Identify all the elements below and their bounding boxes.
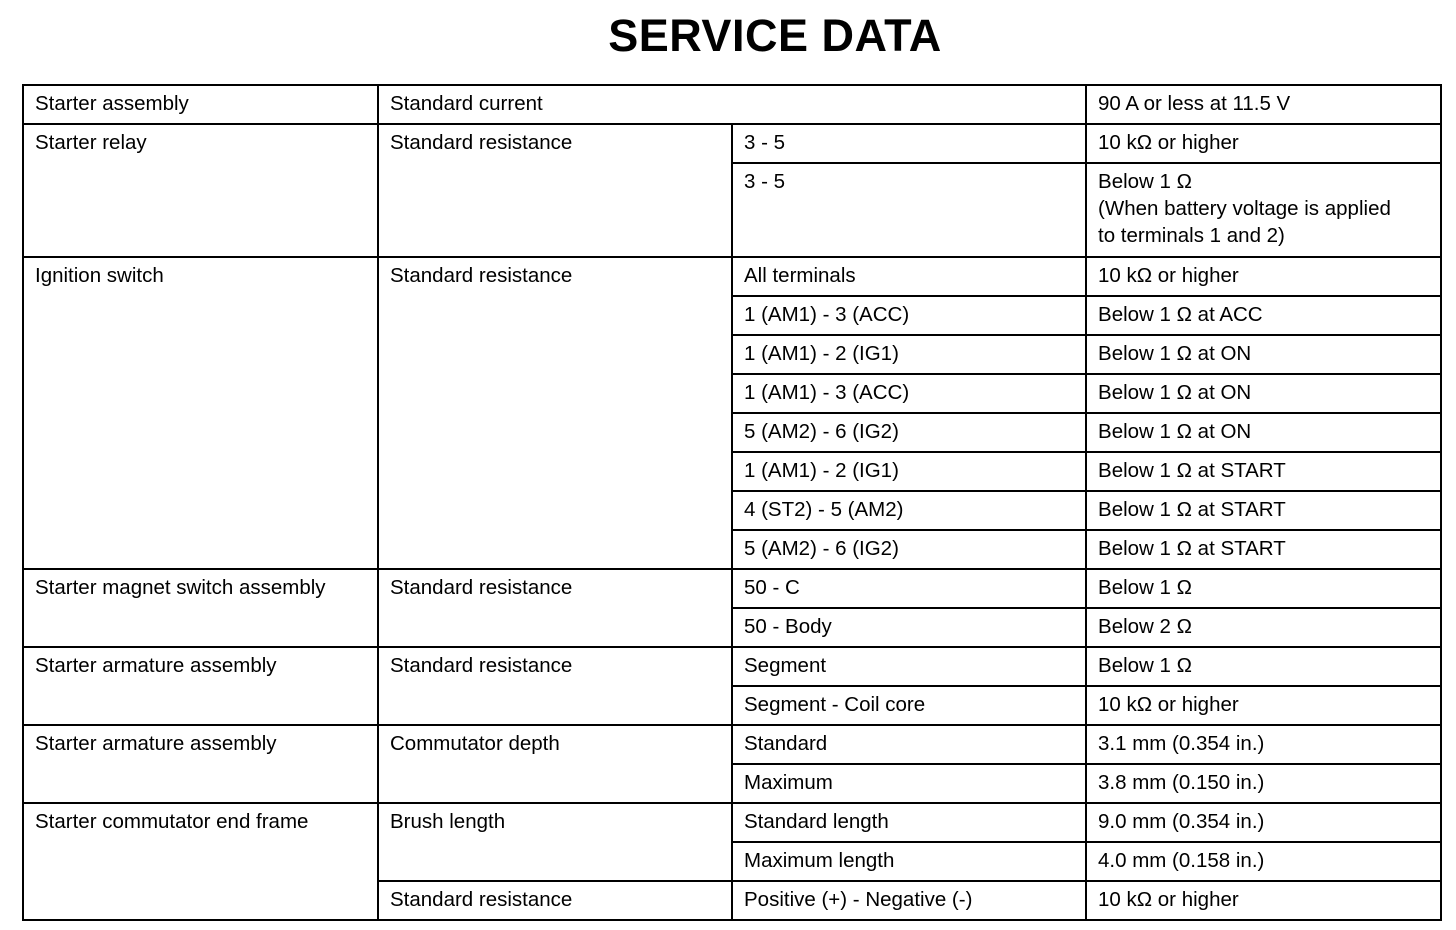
condition-cell: 1 (AM1) - 2 (IG1) <box>732 452 1086 491</box>
spec-cell: 3.1 mm (0.354 in.) <box>1086 725 1441 764</box>
component-cell: Starter magnet switch assembly <box>23 569 378 647</box>
item-cell: Brush length <box>378 803 732 881</box>
spec-cell: Below 1 Ω at ON <box>1086 374 1441 413</box>
spec-cell: 90 A or less at 11.5 V <box>1086 85 1441 124</box>
condition-cell: 1 (AM1) - 3 (ACC) <box>732 296 1086 335</box>
spec-cell: Below 1 Ω at ON <box>1086 335 1441 374</box>
condition-cell: Maximum <box>732 764 1086 803</box>
spec-cell: 10 kΩ or higher <box>1086 881 1441 920</box>
table-row <box>23 569 1441 608</box>
spec-cell: Below 1 Ω at START <box>1086 530 1441 569</box>
condition-cell: Maximum length <box>732 842 1086 881</box>
condition-cell: Standard <box>732 725 1086 764</box>
condition-cell: 1 (AM1) - 3 (ACC) <box>732 374 1086 413</box>
item-cell: Standard resistance <box>378 569 732 647</box>
spec-cell: Below 2 Ω <box>1086 608 1441 647</box>
condition-cell: 3 - 5 <box>732 124 1086 163</box>
spec-cell: 9.0 mm (0.354 in.) <box>1086 803 1441 842</box>
item-cell: Standard current <box>378 85 1086 124</box>
condition-cell: 50 - Body <box>732 608 1086 647</box>
condition-cell: 5 (AM2) - 6 (IG2) <box>732 530 1086 569</box>
condition-cell: Positive (+) - Negative (-) <box>732 881 1086 920</box>
component-cell: Starter armature assembly <box>23 647 378 725</box>
condition-cell: 1 (AM1) - 2 (IG1) <box>732 335 1086 374</box>
spec-cell: Below 1 Ω at START <box>1086 452 1441 491</box>
spec-cell: 10 kΩ or higher <box>1086 257 1441 296</box>
condition-cell: 5 (AM2) - 6 (IG2) <box>732 413 1086 452</box>
item-cell: Standard resistance <box>378 124 732 257</box>
table-row <box>23 85 1441 124</box>
item-cell: Commutator depth <box>378 725 732 803</box>
component-cell: Starter commutator end frame <box>23 803 378 920</box>
condition-cell: 4 (ST2) - 5 (AM2) <box>732 491 1086 530</box>
service-data-table <box>22 84 1442 921</box>
condition-cell: All terminals <box>732 257 1086 296</box>
spec-cell: Below 1 Ω at ACC <box>1086 296 1441 335</box>
table-row <box>23 124 1441 163</box>
condition-cell: 50 - C <box>732 569 1086 608</box>
table-row <box>23 257 1441 296</box>
item-cell: Standard resistance <box>378 257 732 569</box>
spec-cell: Below 1 Ω <box>1086 569 1441 608</box>
component-cell: Ignition switch <box>23 257 378 569</box>
item-cell: Standard resistance <box>378 881 732 920</box>
spec-cell: Below 1 Ω <box>1086 647 1441 686</box>
item-cell: Standard resistance <box>378 647 732 725</box>
component-cell: Starter assembly <box>23 85 378 124</box>
condition-cell: Segment - Coil core <box>732 686 1086 725</box>
spec-cell: Below 1 Ω at ON <box>1086 413 1441 452</box>
condition-cell: Segment <box>732 647 1086 686</box>
spec-cell: 4.0 mm (0.158 in.) <box>1086 842 1441 881</box>
component-cell: Starter armature assembly <box>23 725 378 803</box>
page-title: SERVICE DATA <box>608 10 942 61</box>
table-row <box>23 647 1441 686</box>
component-cell: Starter relay <box>23 124 378 257</box>
spec-cell: Below 1 Ω (When battery voltage is applied to terminals 1 and 2) <box>1086 163 1441 257</box>
table-row <box>23 803 1441 842</box>
condition-cell: Standard length <box>732 803 1086 842</box>
spec-cell: Below 1 Ω at START <box>1086 491 1441 530</box>
condition-cell: 3 - 5 <box>732 163 1086 257</box>
spec-cell: 10 kΩ or higher <box>1086 686 1441 725</box>
spec-cell: 10 kΩ or higher <box>1086 124 1441 163</box>
spec-cell: 3.8 mm (0.150 in.) <box>1086 764 1441 803</box>
table-row <box>23 725 1441 764</box>
